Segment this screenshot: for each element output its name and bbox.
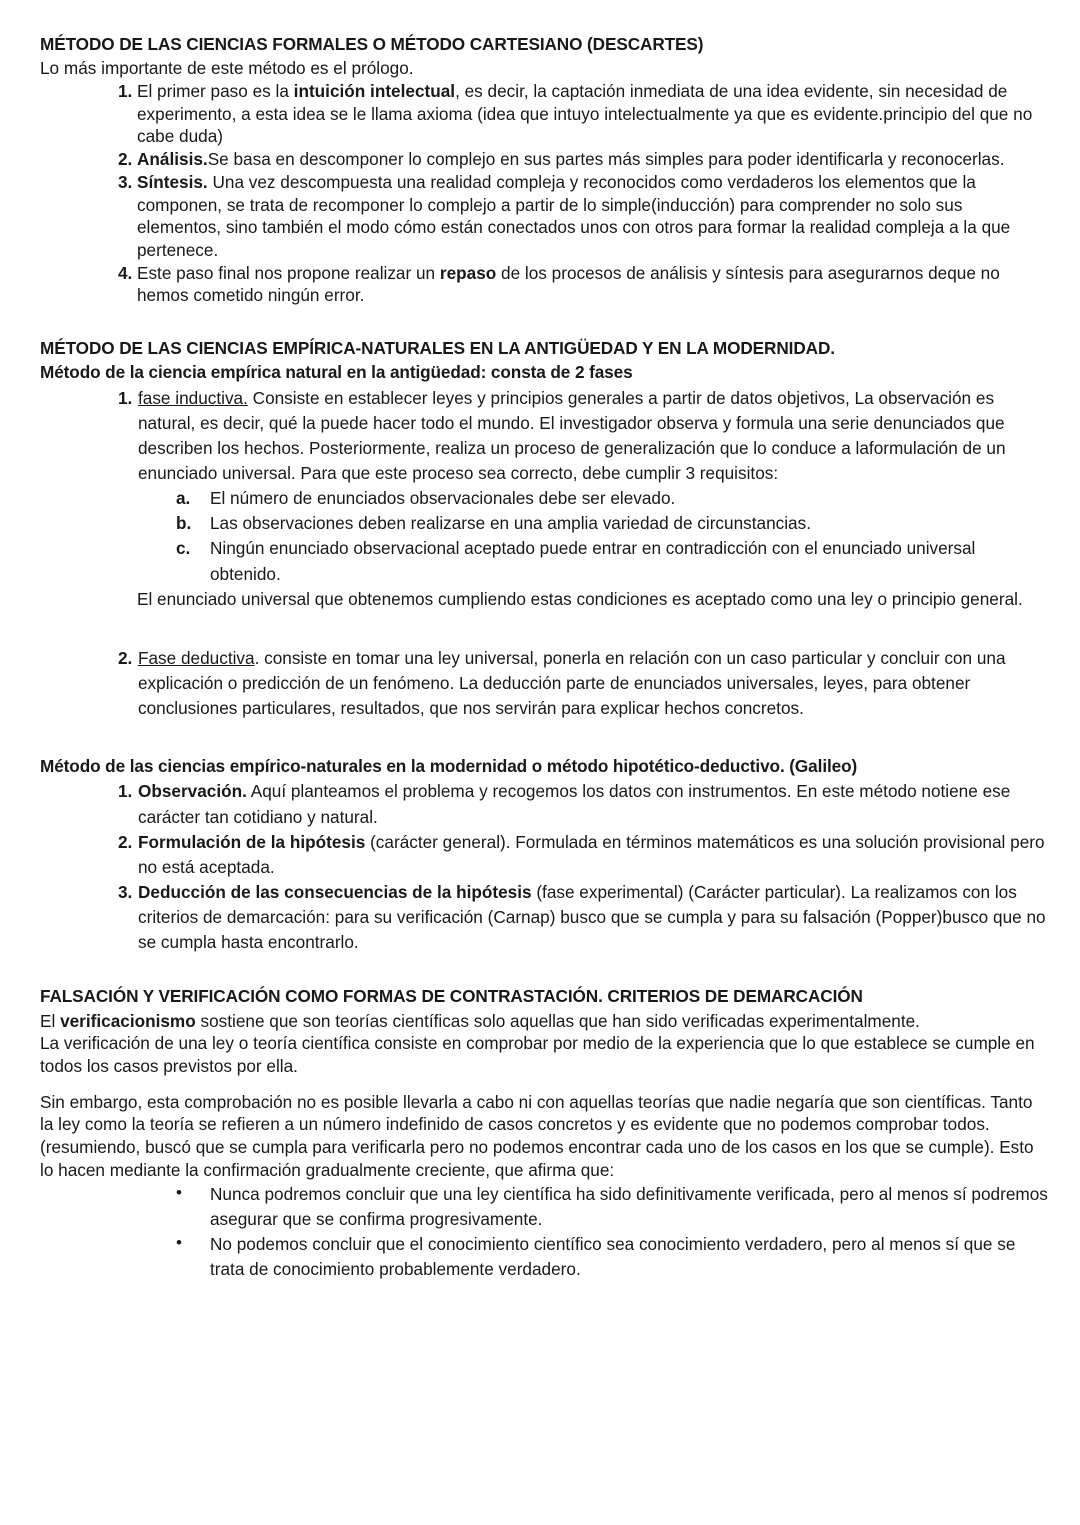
paragraph-lead: El <box>40 1010 61 1031</box>
fases-list <box>40 386 1050 486</box>
list-item-lead: Este paso final nos propone realizar un <box>137 262 440 283</box>
list-marker: 4. <box>118 262 133 283</box>
section-4-paragraph-1 <box>40 1010 1050 1033</box>
list-item <box>40 80 1050 148</box>
list-marker: 1. <box>118 81 133 102</box>
list-marker: b. <box>176 513 192 534</box>
list-item-lead: El primer paso es la <box>137 81 294 102</box>
list-marker: 2. <box>118 647 133 668</box>
paragraph-emphasis: verificacionismo <box>60 1010 196 1031</box>
list-item-text: Ningún enunciado observacional aceptado puede entrar en contradicción con el enunciado universal obtenido. <box>210 538 976 584</box>
list-item-text: de los procesos de análisis y síntesis para asegurarnos deque no hemos cometido ningún error. <box>137 262 1000 306</box>
hipotetico-deductivo-list <box>40 779 1050 955</box>
list-item <box>40 1232 1050 1282</box>
list-item-emphasis: repaso <box>439 262 497 283</box>
section-1-intro: Lo más importante de este método es el prólogo. <box>40 58 414 79</box>
list-marker: 3. <box>118 881 133 902</box>
fase-inductiva-text: Consiste en establecer leyes y principios generales a partir de datos objetivos, La observación es natural, es decir, qué la puede hacer todo el mundo. El investigador observa y formula una serie denunciados que describen los hechos. Posteriormente, realiza un proceso de generalización que lo conduce a laformulación de un enunciado universal. Para que este proceso sea correcto, debe cumplir 3 requisitos: <box>138 387 1006 484</box>
list-item-text: Las observaciones deben realizarse en una amplia variedad de circunstancias. <box>210 513 811 534</box>
fase-inductiva-label: fase inductiva. <box>138 387 248 408</box>
fase-deductiva-list <box>40 646 1050 721</box>
list-item-text: (carácter general). Formulada en términos matemáticos es una solución provisional pero no está aceptada. <box>138 831 1045 877</box>
list-item-text: Nunca podremos concluir que una ley científica ha sido definitivamente verificada, pero al menos sí podremos asegurar que se confirma progresivamente. <box>210 1183 1048 1229</box>
list-marker: 2. <box>118 149 133 170</box>
spacer <box>40 721 1050 755</box>
list-item-emphasis: Observación. <box>138 781 247 802</box>
list-marker: 1. <box>118 387 133 408</box>
list-item-text: , es decir, la captación inmediata de una idea evidente, sin necesidad de experimento, a esta idea se le llama axioma (idea que intuyo intelectualmente ya que es evidente.principio del que no cabe duda) <box>137 81 1033 147</box>
section-3-subheading: Método de las ciencias empírico-naturales en la modernidad o método hipotético-deductivo. (Galileo) <box>40 756 858 777</box>
section-2-subheading: Método de la ciencia empírica natural en la antigüedad: consta de 2 fases <box>40 362 633 383</box>
requisitos-closing-text: El enunciado universal que obtenemos cumpliendo estas condiciones es aceptado como una ley o principio general. <box>137 588 1023 609</box>
list-marker: c. <box>176 538 191 559</box>
list-item-fase-deductiva <box>40 646 1050 721</box>
section-2-heading: MÉTODO DE LAS CIENCIAS EMPÍRICA-NATURALES EN LA ANTIGÜEDAD Y EN LA MODERNIDAD. <box>40 338 835 359</box>
spacer <box>40 955 1050 985</box>
list-item <box>40 148 1050 171</box>
list-item-fase-inductiva <box>40 386 1050 486</box>
list-item <box>40 536 1050 586</box>
list-item <box>40 1182 1050 1232</box>
list-item-text: (fase experimental) (Carácter particular). La realizamos con los criterios de demarcación: para su verificación (Carnap) busco que se cumpla y para su falsación (Popper)busco que no se cumpla hasta encontrarlo. <box>138 881 1046 953</box>
section-4-paragraph-2: La verificación de una ley o teoría científica consiste en comprobar por medio de la experiencia que lo que establece se cumple en todos los casos previstos por ella. <box>40 1033 1035 1077</box>
list-marker: a. <box>176 488 191 509</box>
paragraph-text: sostiene que son teorías científicas solo aquellas que han sido verificadas experimentalmente. <box>195 1010 920 1031</box>
list-marker: 2. <box>118 831 133 852</box>
list-item <box>40 486 1050 511</box>
list-item <box>40 171 1050 262</box>
spacer <box>40 1078 1050 1091</box>
list-item-emphasis: Análisis. <box>137 149 208 170</box>
list-item-emphasis: Síntesis. <box>137 171 208 192</box>
list-item-text: Se basa en descomponer lo complejo en sus partes más simples para poder identificarla y reconocerlas. <box>207 149 1005 170</box>
list-item-emphasis: Deducción de las consecuencias de la hipótesis <box>138 881 532 902</box>
list-item-text: Aquí planteamos el problema y recogemos los datos con instrumentos. En este método notiene ese carácter tan cotidiano y natural. <box>138 781 1011 827</box>
list-item-emphasis: intuición intelectual <box>293 81 456 102</box>
requisitos-list <box>40 486 1050 586</box>
fase-deductiva-text: . consiste en tomar una ley universal, ponerla en relación con un caso particular y concluir con una explicación o predicción de un fenómeno. La deducción parte de enunciados universales, leyes, para obtener conclusiones particulares, resultados, que nos servirán para explicar hechos concretos. <box>138 647 1006 719</box>
list-item-text: El número de enunciados observacionales debe ser elevado. <box>210 488 676 509</box>
section-4-heading: FALSACIÓN Y VERIFICACIÓN COMO FORMAS DE CONTRASTACIÓN. CRITERIOS DE DEMARCACIÓN <box>40 986 863 1007</box>
bullet-icon: • <box>176 1232 182 1252</box>
spacer <box>40 307 1050 337</box>
list-item-emphasis: Formulación de la hipótesis <box>138 831 366 852</box>
bullet-icon: • <box>176 1182 182 1202</box>
list-item-text: Una vez descompuesta una realidad compleja y reconocidos como verdaderos los elementos que la componen, se trata de recomponer lo complejo a partir de lo simple(inducción) para comprender no solo sus elementos, sino también el modo cómo están conectados unos con otros para formar la realidad compleja a la que pertenece. <box>137 171 1011 260</box>
list-item-text: No podemos concluir que el conocimiento científico sea conocimiento verdadero, pero al menos sí que se trata de conocimiento probablemente verdadero. <box>210 1233 1016 1279</box>
list-item <box>40 511 1050 536</box>
list-item <box>40 880 1050 955</box>
list-marker: 3. <box>118 171 133 192</box>
list-item <box>40 262 1050 307</box>
cartesian-steps-list <box>40 80 1050 307</box>
list-item <box>40 779 1050 829</box>
section-1-heading: MÉTODO DE LAS CIENCIAS FORMALES O MÉTODO CARTESIANO (DESCARTES) <box>40 34 704 54</box>
list-marker: 1. <box>118 781 133 802</box>
spacer <box>40 612 1050 646</box>
fase-deductiva-label: Fase deductiva <box>138 647 255 668</box>
confirmacion-bullet-list <box>40 1182 1050 1282</box>
section-4-paragraph-3: Sin embargo, esta comprobación no es posible llevarla a cabo ni con aquellas teorías que nadie negaría que son científicas. Tanto la ley como la teoría se refieren a un número indefinido de casos concretos y es evidente que no podemos comprobar todos. (resumiendo, buscó que se cumpla para verificarla pero no podemos encontrar cada uno de los casos en los que se cumple). Esto lo hacen mediante la confirmación gradualmente creciente, que afirma que: <box>40 1091 1034 1180</box>
list-item <box>40 830 1050 880</box>
